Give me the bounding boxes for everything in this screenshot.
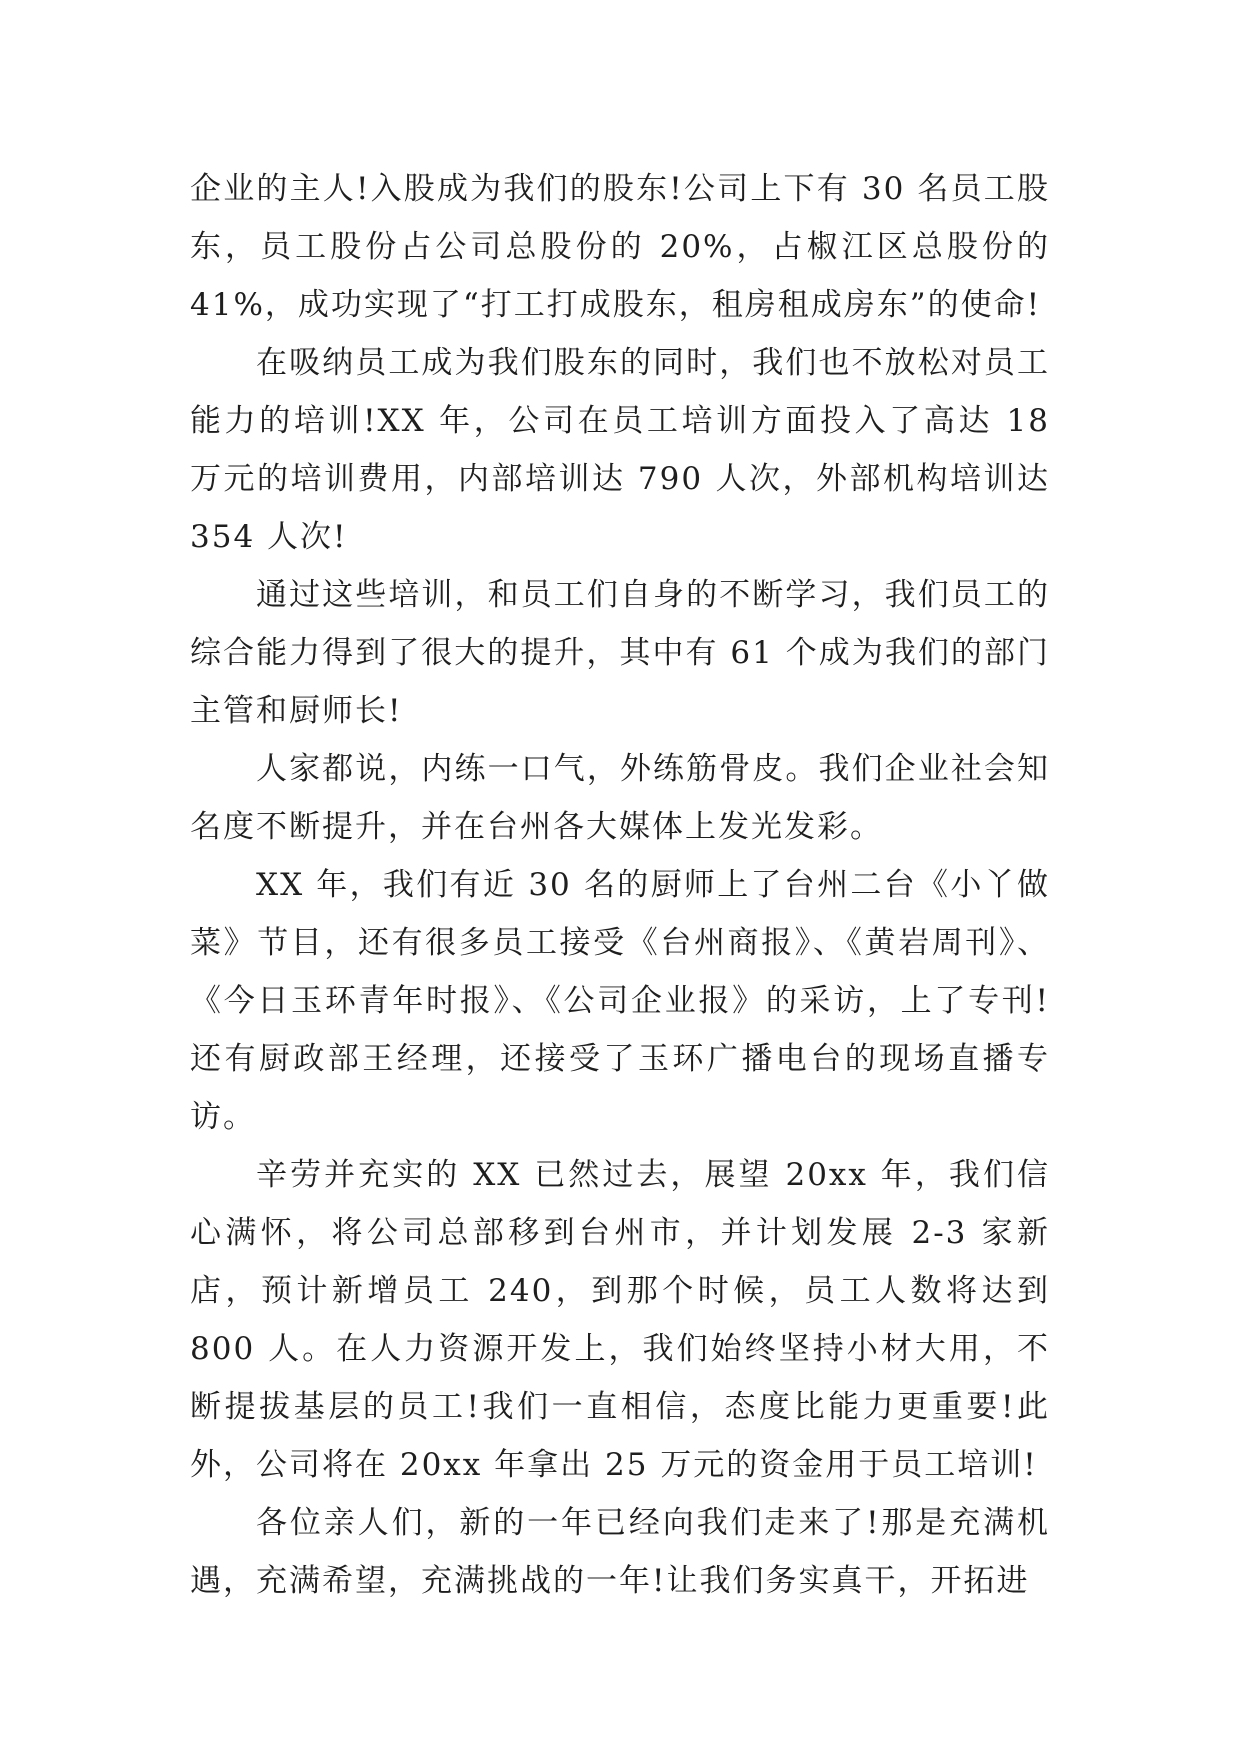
document-body — [190, 160, 1050, 1610]
paragraph-5: XX 年，我们有近 30 名的厨师上了台州二台《小丫做菜》节目，还有很多员工接受《台州商报》、《黄岩周刊》、《今日玉环青年时报》、《公司企业报》的采访，上了专刊!还有厨政部王经理，还接受了玉环广播电台的现场直播专访。 — [190, 867, 1050, 1135]
paragraph-3: 通过这些培训，和员工们自身的不断学习，我们员工的综合能力得到了很大的提升，其中有 61 个成为我们的部门主管和厨师长! — [190, 577, 1050, 729]
paragraph-4: 人家都说，内练一口气，外练筋骨皮。我们企业社会知名度不断提升，并在台州各大媒体上发光发彩。 — [190, 751, 1050, 845]
paragraph-6: 辛劳并充实的 XX 已然过去，展望 20xx 年，我们信心满怀，将公司总部移到台州市，并计划发展 2-3 家新店，预计新增员工 240，到那个时候，员工人数将达到 800 人。在人力资源开发上，我们始终坚持小材大用，不断提拔基层的员工!我们一直相信，态度比能力更重要!此外，公司将在 20xx 年拿出 25 万元的资金用于员工培训! — [190, 1157, 1050, 1483]
paragraph-2: 在吸纳员工成为我们股东的同时，我们也不放松对员工能力的培训!XX 年，公司在员工培训方面投入了高达 18 万元的培训费用，内部培训达 790 人次，外部机构培训达 354 人次! — [190, 345, 1050, 555]
paragraph-7: 各位亲人们，新的一年已经向我们走来了!那是充满机遇，充满希望，充满挑战的一年!让我们务实真干，开拓进 — [190, 1505, 1050, 1599]
paragraph-1: 企业的主人!入股成为我们的股东!公司上下有 30 名员工股东，员工股份占公司总股份的 20%，占椒江区总股份的 41%，成功实现了“打工打成股东，租房租成房东”的使命! — [190, 171, 1050, 323]
